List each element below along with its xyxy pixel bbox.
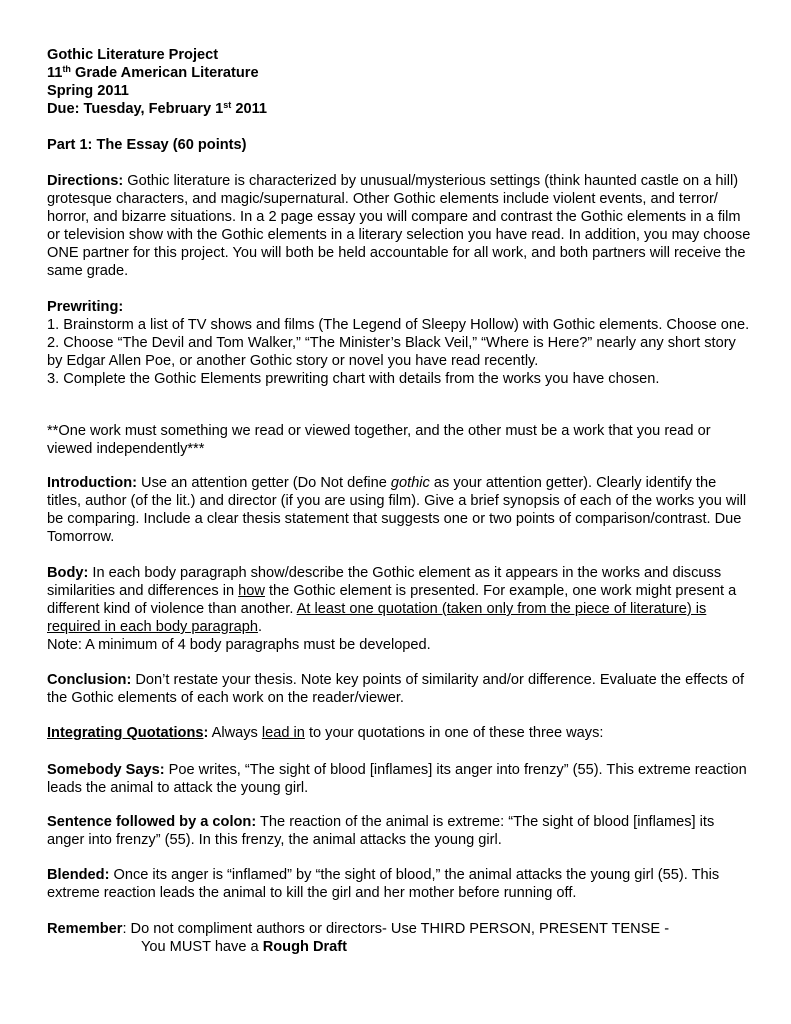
somebody-says-label: Somebody Says: xyxy=(47,762,165,778)
directions-text: Gothic literature is characterized by unusual/mysterious settings (think haunted castle on a hill) grotesque characters, and magic/supernatural. Other Gothic elements include violent events, and terror/ horror, and bizarre situations. In a 2 page essay you will compare and contrast the Gothic elements in a film or television show with the Gothic elements in a literary selection you have read. In addition, you may choose ONE partner for this project. You will both be held accountable for all work, and both partners will receive the same grade. xyxy=(47,173,751,279)
conclusion-label: Conclusion: xyxy=(47,672,132,688)
prewriting-item-2: 2. Choose “The Devil and Tom Walker,” “The Minister’s Black Veil,” “Where is Here?” nearly any short story by Edgar Allen Poe, or another Gothic story or novel you have read recently. xyxy=(47,335,736,369)
due-line: Due: Tuesday, February 1st 2011 xyxy=(47,100,267,117)
conclusion-paragraph: Conclusion: Don’t restate your thesis. Note key points of similarity and/or difference. Evaluate the effects of the Gothic elements of each work on the reader/viewer. xyxy=(47,672,745,706)
header-block xyxy=(47,46,752,118)
course-line: 11th Grade American Literature xyxy=(47,64,259,81)
introduction-label: Introduction: xyxy=(47,475,137,491)
somebody-says-paragraph: Somebody Says: Poe writes, “The sight of blood [inflames] its anger into frenzy” (55). This extreme reaction leads the animal to attack the young girl. xyxy=(47,762,747,796)
part1-heading: Part 1: The Essay (60 points) xyxy=(47,137,247,153)
colon-sentence-paragraph: Sentence followed by a colon: The reaction of the animal is extreme: “The sight of blood [inflames] its anger into frenzy” (55). In this frenzy, the animal attacks the young girl. xyxy=(47,814,715,848)
prewriting-item-3: 3. Complete the Gothic Elements prewriting chart with details from the works you have chosen. xyxy=(47,371,660,387)
work-requirement-note: **One work must something we read or viewed together, and the other must be a work that you read or viewed independently*** xyxy=(47,423,711,457)
directions-label: Directions: xyxy=(47,173,124,189)
body-label: Body: xyxy=(47,565,89,581)
remember-paragraph: Remember: Do not compliment authors or directors- Use THIRD PERSON, PRESENT TENSE - You MUST have a Rough Draft xyxy=(47,920,752,956)
prewriting-item-1: 1. Brainstorm a list of TV shows and films (The Legend of Sleepy Hollow) with Gothic elements. Choose one. xyxy=(47,317,750,333)
remember-line-2: You MUST have a Rough Draft xyxy=(141,939,348,955)
blended-paragraph: Blended: Once its anger is “inflamed” by “the sight of blood,” the animal attacks the young girl (55). This extreme reaction leads the animal to kill the girl and her mother before running off. xyxy=(47,867,720,901)
integrating-label: Integrating Quotations xyxy=(47,725,204,741)
prewriting-section xyxy=(47,298,752,388)
introduction-paragraph: Introduction: Use an attention getter (Do Not define gothic as your attention getter). Clearly identify the titles, author (of the lit.) and director (if you are using film). Give a brief synopsis of each of the works you will be comparing. Include a clear thesis statement that suggests one or two points of comparison/contrast. Due Tomorrow. xyxy=(47,475,747,545)
term-line: Spring 2011 xyxy=(47,83,129,99)
remember-label: Remember xyxy=(47,921,123,937)
colon-sentence-label: Sentence followed by a colon: xyxy=(47,814,257,830)
directions-paragraph xyxy=(47,172,752,280)
integrating-quotations-paragraph: Integrating Quotations: Always lead in to your quotations in one of these three ways: xyxy=(47,725,604,741)
project-title: Gothic Literature Project xyxy=(47,47,219,63)
body-note: Note: A minimum of 4 body paragraphs must be developed. xyxy=(47,637,431,653)
prewriting-label: Prewriting: xyxy=(47,299,124,315)
blended-label: Blended: xyxy=(47,867,110,883)
body-paragraph: Body: In each body paragraph show/describe the Gothic element as it appears in the works and discuss similarities and differences in how the Gothic element is presented. For example, one work might present a different kind of violence than another. At least one quotation (taken only from the piece of literature) is required in each body paragraph. Note: A minimum of 4 body paragraphs must be developed. xyxy=(47,565,737,653)
